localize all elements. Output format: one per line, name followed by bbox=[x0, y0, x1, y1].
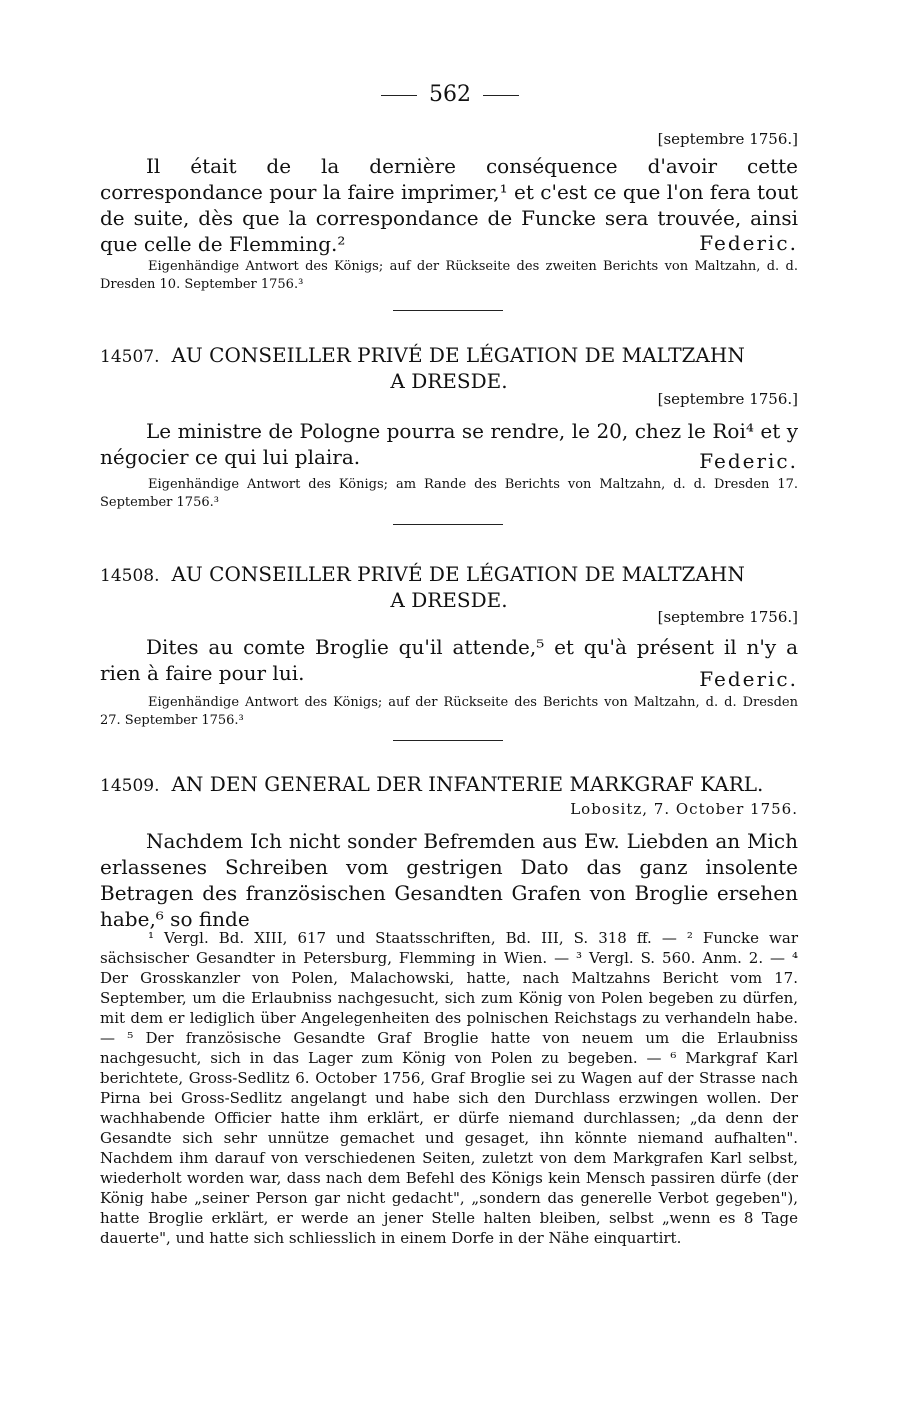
separator-rule bbox=[393, 524, 503, 525]
letter-heading-line1: AN DEN GENERAL DER INFANTERIE MARKGRAF KARL. bbox=[171, 772, 764, 796]
letter-number: 14508. bbox=[100, 566, 160, 586]
separator-rule bbox=[393, 310, 503, 311]
letter-number: 14507. bbox=[100, 347, 160, 367]
letter-date-14509: Lobositz, 7. October 1756. bbox=[570, 800, 798, 818]
letter-date-14508: [septembre 1756.] bbox=[657, 608, 798, 626]
top-text: Il était de la dernière conséquence d'avoir cette correspondance pour la faire imprimer,¹ et c'est ce que l'on fera tout de suite, dès que la correspondance de Funcke sera trouvée, ainsi que celle de Flemming.² bbox=[100, 154, 798, 256]
header-dash-right bbox=[483, 95, 519, 96]
letter-heading-line2: A DRESDE. bbox=[390, 588, 508, 612]
top-date: [septembre 1756.] bbox=[657, 130, 798, 148]
page-header bbox=[0, 82, 900, 107]
letter-heading-14508 bbox=[100, 562, 798, 612]
footnotes: ¹ Vergl. Bd. XIII, 617 und Staatsschriften, Bd. III, S. 318 ff. — ² Funcke war sächsischer Gesandter in Petersburg, Flemming in Wien. — ³ Vergl. S. 560. Anm. 2. — ⁴ Der Grosskanzler von Polen, Malachowski, hatte, nach Maltzahns Bericht vom 17. September, um die Erlaubniss nachgesucht, sich zum König von Polen begeben zu dürfen, mit dem er lediglich über Angelegenheiten des polnischen Reichstags zu verhandeln habe. — ⁵ Der französische Gesandte Graf Broglie hatte von neuem um die Erlaubniss nachgesucht, sich in das Lager zum König von Polen zu begeben. — ⁶ Markgraf Karl berichtete, Gross-Sedlitz 6. October 1756, Graf Broglie sei zu Wagen auf der Strasse nach Pirna bei Gross-Sedlitz angelangt und habe sich den Durchlass erzwingen wollen. Der wachhabende Officier hatte ihm erklärt, er dürfe niemand durchlassen; „da denn der Gesandte sich sehr unnütze gemachet und gesaget, ihn könnte niemand aufhalten". Nachdem ihm darauf von verschiedenen Seiten, zuletzt von dem Markgrafen Karl selbst, wiederholt worden war, dass nach dem Befehl des Königs kein Mensch passiren dürfe (der König habe „seiner Person gar nicht gedacht", „sondern das generelle Verbot gegeben"), hatte Broglie erklärt, er werde an jener Stelle halten bleiben, selbst „wenn es 8 Tage dauerte", und hatte sich schliesslich in einem Dorfe in der Nähe einquartirt. bbox=[100, 929, 798, 1247]
page-number: 562 bbox=[429, 82, 471, 107]
letter-signature-14508: Federic. bbox=[699, 667, 798, 691]
letter-date-14507: [septembre 1756.] bbox=[657, 390, 798, 408]
top-source-note: Eigenhändige Antwort des Königs; auf der Rückseite des zweiten Berichts von Maltzahn, d. d. Dresden 10. September 1756.³ bbox=[100, 259, 798, 292]
top-signature: Federic. bbox=[699, 231, 798, 255]
letter-source-note-14507: Eigenhändige Antwort des Königs; am Rande des Berichts von Maltzahn, d. d. Dresden 17. September 1756.³ bbox=[100, 477, 798, 510]
letter-number: 14509. bbox=[100, 776, 160, 796]
letter-text-14509: Nachdem Ich nicht sonder Befremden aus Ew. Liebden an Mich erlassenes Schreiben vom gestrigen Dato das ganz insolente Betragen des französischen Gesandten Grafen von Broglie ersehen habe,⁶ so finde bbox=[100, 829, 798, 931]
letter-heading-line2: A DRESDE. bbox=[390, 369, 508, 393]
letter-heading-line1: AU CONSEILLER PRIVÉ DE LÉGATION DE MALTZAHN bbox=[171, 562, 745, 586]
letter-heading-14509 bbox=[100, 772, 798, 798]
separator-rule bbox=[393, 740, 503, 741]
letter-source-note-14508: Eigenhändige Antwort des Königs; auf der Rückseite des Berichts von Maltzahn, d. d. Dresden 27. September 1756.³ bbox=[100, 695, 798, 728]
letter-text-14507: Le ministre de Pologne pourra se rendre, le 20, chez le Roi⁴ et y négocier ce qui lui plaira. bbox=[100, 419, 798, 469]
letter-heading-line1: AU CONSEILLER PRIVÉ DE LÉGATION DE MALTZAHN bbox=[171, 343, 745, 367]
letter-heading-14507 bbox=[100, 343, 798, 393]
letter-text-14508: Dites au comte Broglie qu'il attende,⁵ et qu'à présent il n'y a rien à faire pour lui. bbox=[100, 635, 798, 685]
letter-signature-14507: Federic. bbox=[699, 449, 798, 473]
header-dash-left bbox=[381, 95, 417, 96]
